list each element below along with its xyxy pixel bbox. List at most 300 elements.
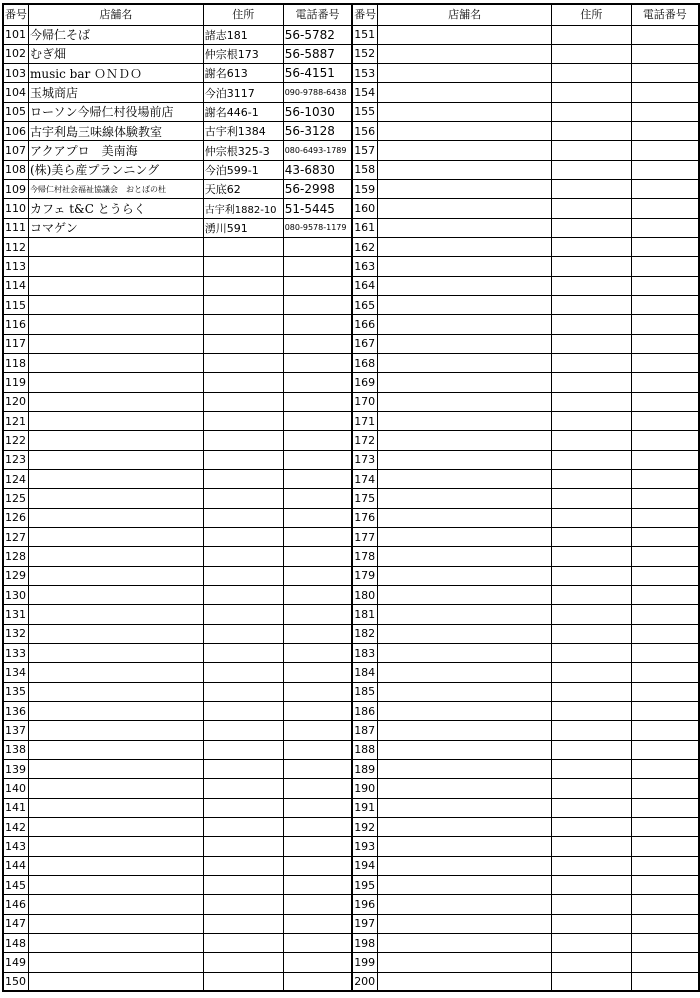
row-number: 180	[352, 586, 378, 605]
store-phone: 56-1030	[283, 102, 352, 121]
store-name	[378, 856, 552, 875]
row-number: 105	[3, 102, 29, 121]
table-row	[3, 25, 699, 44]
row-number: 121	[3, 412, 29, 431]
store-name	[378, 431, 552, 450]
store-name	[29, 296, 204, 315]
store-address: 古宇利1882-10	[203, 199, 283, 218]
row-number: 146	[3, 895, 29, 914]
store-phone	[283, 798, 352, 817]
store-address	[552, 624, 632, 643]
store-phone	[631, 914, 699, 933]
row-number: 169	[352, 373, 378, 392]
store-name	[378, 489, 552, 508]
store-name	[378, 141, 552, 160]
store-phone: 56-5887	[283, 44, 352, 63]
store-address: 天底62	[203, 180, 283, 199]
store-address	[552, 644, 632, 663]
store-phone	[631, 875, 699, 894]
store-address: 諸志181	[203, 25, 283, 44]
store-address	[552, 875, 632, 894]
store-phone	[631, 701, 699, 720]
table-row	[3, 933, 699, 952]
store-name	[29, 586, 204, 605]
store-phone	[283, 431, 352, 450]
store-phone	[631, 199, 699, 218]
store-address	[203, 953, 283, 972]
store-address	[552, 972, 632, 991]
row-number: 142	[3, 817, 29, 836]
store-name	[29, 238, 204, 257]
store-name	[378, 508, 552, 527]
table-row	[3, 450, 699, 469]
store-phone	[283, 412, 352, 431]
table-row	[3, 218, 699, 237]
store-name: ローソン今帰仁村役場前店	[29, 102, 204, 121]
store-address	[552, 701, 632, 720]
row-number: 191	[352, 798, 378, 817]
store-phone	[631, 528, 699, 547]
store-phone	[631, 663, 699, 682]
row-number: 130	[3, 586, 29, 605]
store-address	[552, 392, 632, 411]
store-name	[378, 663, 552, 682]
store-phone	[283, 933, 352, 952]
store-name	[378, 566, 552, 585]
store-address	[552, 160, 632, 179]
store-name	[378, 875, 552, 894]
table-row	[3, 431, 699, 450]
row-number: 179	[352, 566, 378, 585]
store-phone	[283, 682, 352, 701]
header-phone-left: 電話番号	[283, 4, 352, 25]
store-address	[203, 759, 283, 778]
table-row	[3, 586, 699, 605]
table-row	[3, 489, 699, 508]
store-name	[29, 837, 204, 856]
row-number: 155	[352, 102, 378, 121]
row-number: 186	[352, 701, 378, 720]
store-name	[378, 779, 552, 798]
store-phone	[631, 856, 699, 875]
row-number: 168	[352, 354, 378, 373]
table-row	[3, 392, 699, 411]
store-phone	[283, 759, 352, 778]
store-name	[378, 276, 552, 295]
row-number: 133	[3, 644, 29, 663]
store-name	[29, 914, 204, 933]
store-phone	[631, 644, 699, 663]
row-number: 131	[3, 605, 29, 624]
row-number: 164	[352, 276, 378, 295]
store-phone	[631, 933, 699, 952]
store-phone	[283, 489, 352, 508]
store-address	[203, 740, 283, 759]
store-name: 今帰仁村社会福祉協議会 おとばの杜	[29, 180, 204, 199]
row-number: 181	[352, 605, 378, 624]
store-name	[29, 392, 204, 411]
store-address	[552, 508, 632, 527]
store-address	[203, 431, 283, 450]
store-phone	[283, 779, 352, 798]
store-phone	[283, 276, 352, 295]
row-number: 102	[3, 44, 29, 63]
store-name	[29, 566, 204, 585]
table-row	[3, 701, 699, 720]
store-name: 今帰仁そば	[29, 25, 204, 44]
table-row	[3, 315, 699, 334]
store-address	[552, 334, 632, 353]
store-name	[378, 354, 552, 373]
table-row	[3, 856, 699, 875]
store-phone	[283, 817, 352, 836]
row-number: 148	[3, 933, 29, 952]
store-address	[552, 450, 632, 469]
store-name	[378, 257, 552, 276]
store-phone	[631, 315, 699, 334]
store-phone	[631, 25, 699, 44]
store-name	[378, 624, 552, 643]
store-name	[378, 644, 552, 663]
store-name	[29, 257, 204, 276]
store-phone	[631, 817, 699, 836]
store-phone	[283, 354, 352, 373]
store-name: むぎ畑	[29, 44, 204, 63]
row-number: 166	[352, 315, 378, 334]
store-name	[378, 412, 552, 431]
row-number: 140	[3, 779, 29, 798]
table-row	[3, 914, 699, 933]
store-phone: 56-4151	[283, 64, 352, 83]
store-name	[29, 605, 204, 624]
table-row	[3, 779, 699, 798]
store-address	[203, 663, 283, 682]
header-name-left: 店舗名	[29, 4, 204, 25]
store-phone	[631, 740, 699, 759]
store-name	[378, 605, 552, 624]
store-phone	[631, 64, 699, 83]
table-row	[3, 83, 699, 102]
store-address: 謝名613	[203, 64, 283, 83]
store-name	[378, 895, 552, 914]
row-number: 157	[352, 141, 378, 160]
row-number: 153	[352, 64, 378, 83]
row-number: 165	[352, 296, 378, 315]
store-name: (株)美ら産プランニング	[29, 160, 204, 179]
table-row	[3, 682, 699, 701]
store-name	[378, 914, 552, 933]
store-phone	[283, 953, 352, 972]
store-name	[378, 547, 552, 566]
store-phone	[631, 972, 699, 991]
store-address	[552, 141, 632, 160]
store-phone	[283, 721, 352, 740]
store-address	[203, 315, 283, 334]
table-row	[3, 895, 699, 914]
row-number: 175	[352, 489, 378, 508]
store-address	[203, 547, 283, 566]
table-row	[3, 238, 699, 257]
store-address: 仲宗根325-3	[203, 141, 283, 160]
store-address	[203, 528, 283, 547]
store-address	[552, 547, 632, 566]
store-phone	[631, 759, 699, 778]
store-name	[29, 740, 204, 759]
store-address	[203, 875, 283, 894]
store-phone	[283, 586, 352, 605]
row-number: 194	[352, 856, 378, 875]
store-address	[552, 180, 632, 199]
row-number: 187	[352, 721, 378, 740]
store-name	[29, 644, 204, 663]
store-name	[378, 44, 552, 63]
store-name	[29, 412, 204, 431]
store-address	[203, 721, 283, 740]
store-name	[378, 586, 552, 605]
store-name	[29, 663, 204, 682]
row-number: 195	[352, 875, 378, 894]
row-number: 184	[352, 663, 378, 682]
row-number: 197	[352, 914, 378, 933]
store-phone	[283, 701, 352, 720]
row-number: 162	[352, 238, 378, 257]
store-address: 古宇利1384	[203, 122, 283, 141]
store-phone	[283, 334, 352, 353]
row-number: 152	[352, 44, 378, 63]
row-number: 196	[352, 895, 378, 914]
table-row	[3, 373, 699, 392]
row-number: 116	[3, 315, 29, 334]
store-address	[203, 354, 283, 373]
row-number: 200	[352, 972, 378, 991]
header-number-right: 番号	[352, 4, 378, 25]
store-phone	[283, 373, 352, 392]
store-address	[552, 354, 632, 373]
store-phone: 080-6493-1789	[283, 141, 352, 160]
header-address-right: 住所	[552, 4, 632, 25]
row-number: 109	[3, 180, 29, 199]
store-name	[29, 972, 204, 991]
store-address	[552, 373, 632, 392]
store-phone: 080-9578-1179	[283, 218, 352, 237]
store-name	[378, 798, 552, 817]
table-row	[3, 102, 699, 121]
store-name	[29, 276, 204, 295]
table-row	[3, 798, 699, 817]
store-address	[203, 701, 283, 720]
store-name	[378, 122, 552, 141]
store-name	[29, 489, 204, 508]
store-phone	[631, 624, 699, 643]
store-address	[203, 798, 283, 817]
store-address: 今泊599-1	[203, 160, 283, 179]
table-row	[3, 663, 699, 682]
row-number: 182	[352, 624, 378, 643]
row-number: 145	[3, 875, 29, 894]
store-address	[552, 798, 632, 817]
row-number: 126	[3, 508, 29, 527]
row-number: 113	[3, 257, 29, 276]
store-name	[378, 528, 552, 547]
store-phone: 51-5445	[283, 199, 352, 218]
row-number: 115	[3, 296, 29, 315]
store-name	[29, 875, 204, 894]
store-name	[378, 392, 552, 411]
store-address	[203, 373, 283, 392]
store-name	[378, 218, 552, 237]
store-address	[203, 276, 283, 295]
store-name	[378, 334, 552, 353]
store-address	[552, 740, 632, 759]
store-phone	[631, 431, 699, 450]
store-phone	[283, 972, 352, 991]
row-number: 170	[352, 392, 378, 411]
store-phone	[283, 470, 352, 489]
store-name	[29, 798, 204, 817]
table-row	[3, 759, 699, 778]
store-address	[552, 276, 632, 295]
store-address	[552, 953, 632, 972]
row-number: 132	[3, 624, 29, 643]
table-row	[3, 566, 699, 585]
table-row	[3, 276, 699, 295]
store-name	[378, 450, 552, 469]
store-address	[552, 721, 632, 740]
row-number: 129	[3, 566, 29, 585]
table-row	[3, 296, 699, 315]
header-phone-right: 電話番号	[631, 4, 699, 25]
store-phone: 090-9788-6438	[283, 83, 352, 102]
store-phone	[631, 296, 699, 315]
store-phone	[631, 721, 699, 740]
store-name: コマゲン	[29, 218, 204, 237]
store-phone	[631, 238, 699, 257]
store-address	[203, 856, 283, 875]
row-number: 171	[352, 412, 378, 431]
store-name	[378, 470, 552, 489]
store-address	[552, 83, 632, 102]
row-number: 128	[3, 547, 29, 566]
store-address	[552, 122, 632, 141]
store-phone: 56-5782	[283, 25, 352, 44]
store-address	[552, 837, 632, 856]
store-address	[203, 257, 283, 276]
store-name: 古宇利島三味線体験教室	[29, 122, 204, 141]
row-number: 167	[352, 334, 378, 353]
row-number: 108	[3, 160, 29, 179]
store-address	[552, 759, 632, 778]
row-number: 119	[3, 373, 29, 392]
store-address	[203, 392, 283, 411]
store-address	[203, 972, 283, 991]
store-phone	[283, 624, 352, 643]
store-name	[29, 354, 204, 373]
store-name	[378, 25, 552, 44]
store-address	[552, 218, 632, 237]
store-address	[552, 817, 632, 836]
store-name	[29, 895, 204, 914]
store-phone	[631, 508, 699, 527]
row-number: 137	[3, 721, 29, 740]
row-number: 141	[3, 798, 29, 817]
store-address	[203, 296, 283, 315]
store-phone	[631, 392, 699, 411]
store-address	[552, 566, 632, 585]
store-name	[378, 740, 552, 759]
store-name	[29, 470, 204, 489]
store-name	[378, 933, 552, 952]
store-phone	[631, 334, 699, 353]
store-address	[203, 586, 283, 605]
row-number: 198	[352, 933, 378, 952]
store-address	[552, 489, 632, 508]
store-address	[552, 528, 632, 547]
store-phone	[631, 837, 699, 856]
store-address	[552, 199, 632, 218]
table-row	[3, 508, 699, 527]
store-phone	[283, 875, 352, 894]
store-address: 湧川591	[203, 218, 283, 237]
table-row	[3, 624, 699, 643]
store-name	[378, 199, 552, 218]
row-number: 190	[352, 779, 378, 798]
store-phone	[283, 392, 352, 411]
store-address	[552, 586, 632, 605]
store-address	[552, 257, 632, 276]
store-address	[552, 895, 632, 914]
row-number: 136	[3, 701, 29, 720]
row-number: 120	[3, 392, 29, 411]
table-row	[3, 528, 699, 547]
store-address	[203, 334, 283, 353]
row-number: 135	[3, 682, 29, 701]
store-address	[203, 412, 283, 431]
store-name	[29, 682, 204, 701]
row-number: 151	[352, 25, 378, 44]
row-number: 106	[3, 122, 29, 141]
table-row	[3, 644, 699, 663]
store-name	[29, 334, 204, 353]
row-number: 143	[3, 837, 29, 856]
header-number-left: 番号	[3, 4, 29, 25]
store-name: カフェ t&C とうらく	[29, 199, 204, 218]
row-number: 122	[3, 431, 29, 450]
row-number: 124	[3, 470, 29, 489]
store-name	[29, 547, 204, 566]
row-number: 144	[3, 856, 29, 875]
row-number: 111	[3, 218, 29, 237]
row-number: 161	[352, 218, 378, 237]
table-row	[3, 837, 699, 856]
store-phone	[631, 44, 699, 63]
row-number: 147	[3, 914, 29, 933]
row-number: 163	[352, 257, 378, 276]
row-number: 178	[352, 547, 378, 566]
row-number: 114	[3, 276, 29, 295]
store-name	[378, 238, 552, 257]
row-number: 101	[3, 25, 29, 44]
store-phone: 56-2998	[283, 180, 352, 199]
row-number: 158	[352, 160, 378, 179]
store-address	[203, 895, 283, 914]
store-name	[378, 837, 552, 856]
store-name	[378, 160, 552, 179]
store-name	[378, 296, 552, 315]
store-name	[29, 779, 204, 798]
store-name	[29, 701, 204, 720]
store-address: 今泊3117	[203, 83, 283, 102]
row-number: 199	[352, 953, 378, 972]
